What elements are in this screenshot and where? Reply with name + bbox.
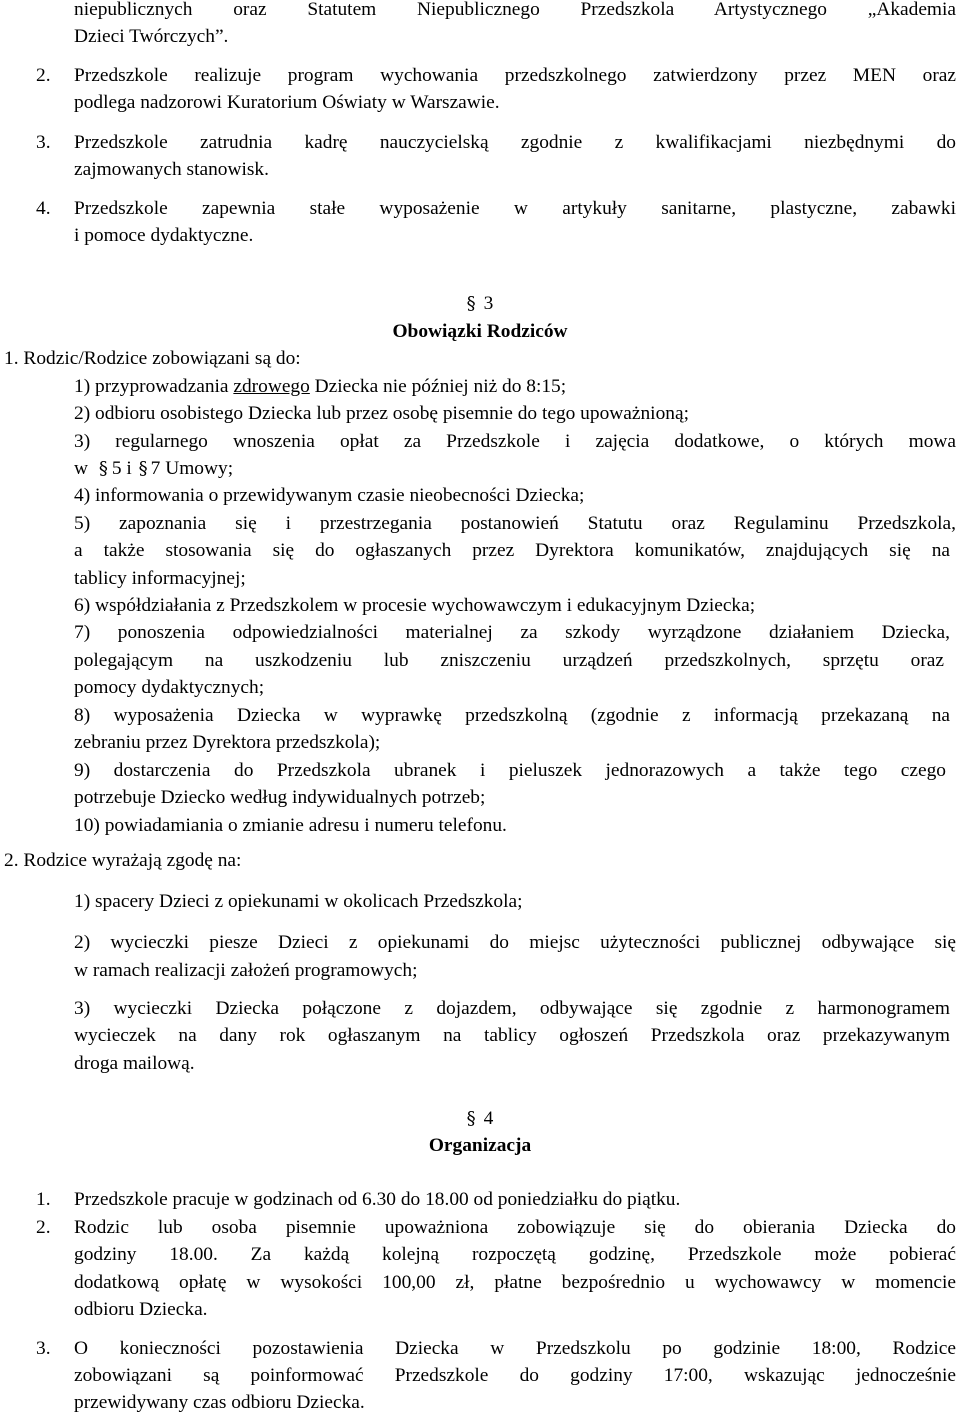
top-list-number-2: 2. <box>36 65 51 86</box>
s3-consent-3-line-2: wycieczek na dany rok ogłaszanym na tablicy ogłoszeń Przedszkola oraz przekazywanym <box>74 1025 950 1046</box>
s4-item-1-line-1: Przedszkole pracuje w godzinach od 6.30 do 18.00 od poniedziałku do piątku. <box>74 1189 681 1210</box>
section-sign-icon: § <box>98 458 108 479</box>
s3-item-8-line-1: 8) wyposażenia Dziecka w wyprawkę przedszkolną (zgodnie z informacją przekazaną na <box>74 705 950 726</box>
s3-item-5-line-1: 5) zapoznania się i przestrzegania postanowień Statutu oraz Regulaminu Przedszkola, <box>74 513 956 534</box>
top-list-4-line-1: Przedszkole zapewnia stałe wyposażenie w artykuły sanitarne, plastyczne, zabawki <box>74 198 956 219</box>
s3-item-5-line-2: a także stosowania się do ogłaszanych przez Dyrektora komunikatów, znajdujących się na <box>74 540 950 561</box>
s3-item-10: 10) powiadamiania o zmianie adresu i numeru telefonu. <box>74 815 507 836</box>
s3-p1-intro: 1. Rodzic/Rodzice zobowiązani są do: <box>4 348 301 369</box>
s4-item-3-line-2: zobowiązani są poinformować Przedszkole do godziny 17:00, wskazując jednocześnie <box>74 1365 956 1386</box>
s3-item-3-line-2: w § 5 i § 7 Umowy; <box>74 458 234 479</box>
s3-consent-3-line-3: droga mailową. <box>74 1053 195 1074</box>
s3-item-1: 1) przyprowadzania zdrowego Dziecka nie później niż do 8:15; <box>74 376 567 397</box>
s4-item-2-line-2: godziny 18.00. Za każdą kolejną rozpoczętą godzinę, Przedszkole może pobierać <box>74 1244 956 1265</box>
s3-item-4: 4) informowania o przewidywanym czasie nieobecności Dziecka; <box>74 485 585 506</box>
s3-item-1-underlined: zdrowego <box>233 376 310 397</box>
top-list-3-line-1: Przedszkole zatrudnia kadrę nauczycielską zgodnie z kwalifikacjami niezbędnymi do <box>74 132 956 153</box>
section-sign-icon: § <box>466 1108 476 1129</box>
s3-item-7-line-3: pomocy dydaktycznych; <box>74 677 265 698</box>
top-list-4-line-2: i pomoce dydaktyczne. <box>74 225 254 246</box>
s3-item-7-line-2: polegającym na uszkodzeniu lub zniszczeniu urządzeń przedszkolnych, sprzętu oraz <box>74 650 944 671</box>
s4-item-3-line-3: przewidywany czas odbioru Dziecka. <box>74 1392 365 1413</box>
s3-item-2: 2) odbioru osobistego Dziecka lub przez osobę pisemnie do tego upoważnioną; <box>74 403 689 424</box>
section-sign-icon: § <box>138 458 148 479</box>
s3-item-8-line-2: zebraniu przez Dyrektora przedszkola); <box>74 732 381 753</box>
section-sign-icon: § <box>466 293 476 314</box>
s3-item-3-line-1: 3) regularnego wnoszenia opłat za Przedszkole i zajęcia dodatkowe, o których mowa <box>74 431 956 452</box>
s3-item-5-line-3: tablicy informacyjnej; <box>74 568 246 589</box>
intro-line-2: Dzieci Twórczych”. <box>74 26 229 47</box>
s3-item-9-line-1: 9) dostarczenia do Przedszkola ubranek i pieluszek jednorazowych a także tego czego <box>74 760 946 781</box>
s4-item-number-2: 2. <box>36 1217 51 1238</box>
section-4-number <box>0 1105 960 1132</box>
section-4-title: Organizacja <box>428 1135 532 1156</box>
top-list-2-line-1: Przedszkole realizuje program wychowania przedszkolnego zatwierdzony przez MEN oraz <box>74 65 956 86</box>
s3-consent-3-line-1: 3) wycieczki Dziecka połączone z dojazdem, odbywające się zgodnie z harmonogramem <box>74 998 950 1019</box>
s4-item-number-3: 3. <box>36 1338 51 1359</box>
top-list-number-3: 3. <box>36 132 51 153</box>
section-4-number-text: 4 <box>483 1108 494 1129</box>
s4-item-3-line-1: O konieczności pozostawienia Dziecka w Przedszkolu po godzinie 18:00, Rodzice <box>74 1338 956 1359</box>
s3-item-7-line-1: 7) ponoszenia odpowiedzialności materialnej za szkody wyrządzone działaniem Dziecka, <box>74 622 950 643</box>
section-3-number <box>0 290 960 317</box>
s3-p2-intro: 2. Rodzice wyrażają zgodę na: <box>4 850 242 871</box>
s3-item-9-line-2: potrzebuje Dziecko według indywidualnych potrzeb; <box>74 787 486 808</box>
s3-item-6: 6) współdziałania z Przedszkolem w procesie wychowawczym i edukacyjnym Dziecka; <box>74 595 756 616</box>
s4-item-2-line-3: dodatkową opłatę w wysokości 100,00 zł, płatne bezpośrednio u wychowawcy w momencie <box>74 1272 956 1293</box>
s3-consent-2-line-1: 2) wycieczki piesze Dzieci z opiekunami do miejsc użyteczności publicznej odbywające się <box>74 932 956 953</box>
top-list-3-line-2: zajmowanych stanowisk. <box>74 159 269 180</box>
s4-item-number-1: 1. <box>36 1189 51 1210</box>
s3-consent-1: 1) spacery Dzieci z opiekunami w okolicach Przedszkola; <box>74 891 523 912</box>
intro-line-1: niepublicznych oraz Statutem Niepublicznego Przedszkola Artystycznego „Akademia <box>74 0 956 20</box>
top-list-number-4: 4. <box>36 198 51 219</box>
s4-item-2-line-4: odbioru Dziecka. <box>74 1299 208 1320</box>
top-list-2-line-2: podlega nadzorowi Kuratorium Oświaty w Warszawie. <box>74 92 500 113</box>
s4-item-2-line-1: Rodzic lub osoba pisemnie upoważniona zobowiązuje się do obierania Dziecka do <box>74 1217 956 1238</box>
s3-consent-2-line-2: w ramach realizacji założeń programowych; <box>74 960 418 981</box>
section-3-number-text: 3 <box>483 293 494 314</box>
section-3-title: Obowiązki Rodziców <box>392 321 568 342</box>
